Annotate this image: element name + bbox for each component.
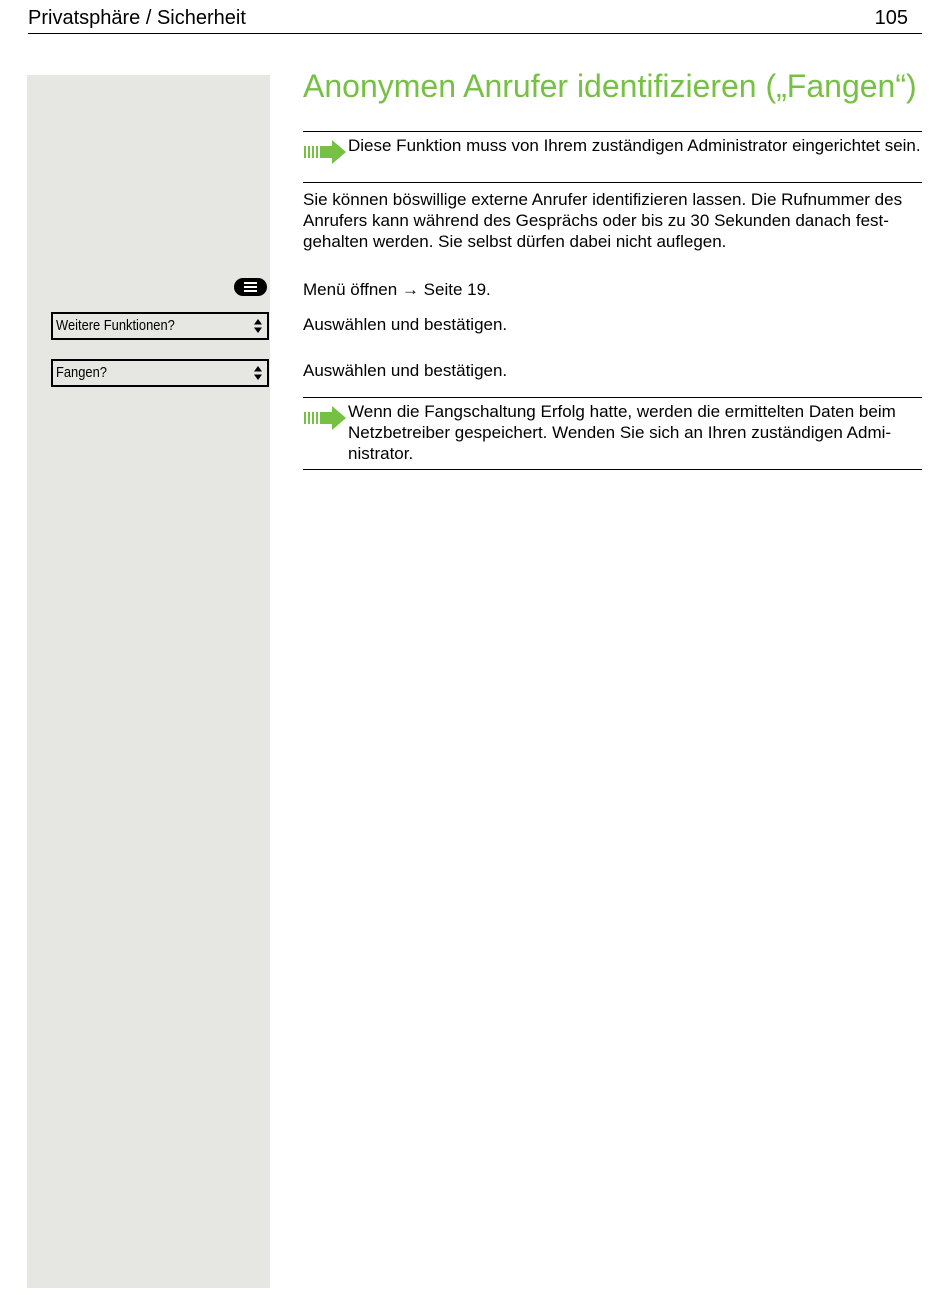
note-arrow-icon — [304, 140, 346, 164]
display-label: Fangen? — [56, 364, 107, 381]
up-down-arrow-icon — [254, 366, 262, 380]
step-menu-open: Menü öffnen → Seite 19. — [303, 280, 491, 299]
page-number: 105 — [874, 7, 908, 29]
intro-paragraph: Sie können böswillige externe Anrufer identifizieren lassen. Die Rufnummer des Anrufers kann während des Gesprächs oder bis zu 30 Sekunden danach fest-gehalten werden. Sie selbst dürfen dabei nicht auflegen. — [303, 190, 903, 251]
step-select-weitere: Auswählen und bestätigen. — [303, 315, 508, 334]
menu-key-icon — [234, 278, 267, 296]
sidebar — [27, 75, 270, 1288]
step-select-fangen: Auswählen und bestätigen. — [303, 361, 508, 380]
display-weitere-funktionen — [51, 312, 269, 340]
page-title: Anonymen Anrufer identifizieren („Fangen“) — [303, 68, 917, 104]
note-text: Wenn die Fangschaltung Erfolg hatte, werden die ermittelten Daten beim Netzbetreiber gespeichert. Wenden Sie sich an Ihren zuständigen Admi-nistrator. — [348, 402, 896, 463]
section-title: Privatsphäre / Sicherheit — [28, 7, 246, 29]
note-box — [303, 397, 922, 470]
note-box — [303, 131, 922, 183]
display-fangen — [51, 359, 269, 387]
up-down-arrow-icon — [254, 319, 262, 333]
note-arrow-icon — [304, 406, 346, 430]
display-label: Weitere Funktionen? — [56, 317, 175, 334]
note-text: Diese Funktion muss von Ihrem zuständigen Administrator eingerichtet sein. — [348, 136, 921, 155]
page-header — [28, 0, 922, 34]
